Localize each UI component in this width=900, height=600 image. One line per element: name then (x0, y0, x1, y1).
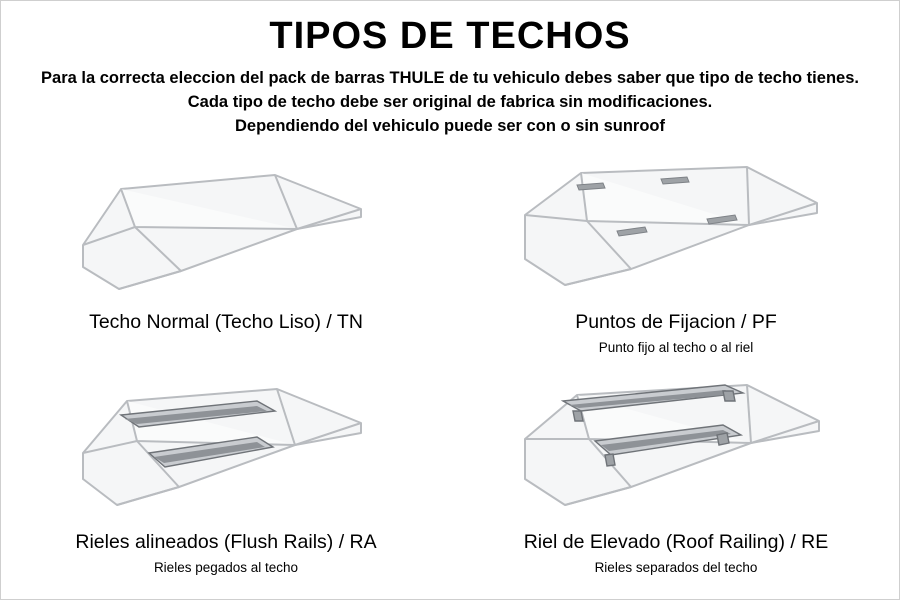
roof-type-card-re (451, 371, 900, 591)
subtitle-line-3: Dependiendo del vehiculo puede ser con o sin sunroof (235, 116, 665, 135)
roof-types-grid (1, 151, 900, 591)
roof-type-caption-pf: Puntos de Fijacion / PF (575, 311, 777, 333)
roof-type-subcaption-ra: Rieles pegados al techo (153, 560, 299, 576)
car-roof-plain-icon (61, 155, 391, 305)
roof-type-card-tn (1, 151, 451, 371)
roof-type-caption-re: Riel de Elevado (Roof Railing) / RE (523, 531, 829, 553)
roof-type-card-ra (1, 371, 451, 591)
car-roof-flush-rails-icon (61, 375, 391, 525)
page-title: TIPOS DE TECHOS (269, 15, 631, 57)
car-roof-fixpoints-icon (511, 155, 841, 305)
subtitle-line-1: Para la correcta eleccion del pack de barras THULE de tu vehiculo debes saber que tipo de techo tienes. (41, 68, 859, 87)
roof-type-caption-ra: Rieles alineados (Flush Rails) / RA (75, 531, 377, 553)
roof-type-caption-tn: Techo Normal (Techo Liso) / TN (89, 311, 363, 333)
subtitle-line-2: Cada tipo de techo debe ser original de fabrica sin modificaciones. (187, 92, 713, 111)
subtitle-block (1, 67, 899, 139)
roof-type-subcaption-re: Rieles separados del techo (594, 560, 758, 576)
roof-type-card-pf (451, 151, 900, 371)
car-roof-raised-railing-icon (511, 375, 841, 525)
roof-type-subcaption-pf: Punto fijo al techo o al riel (598, 340, 754, 356)
